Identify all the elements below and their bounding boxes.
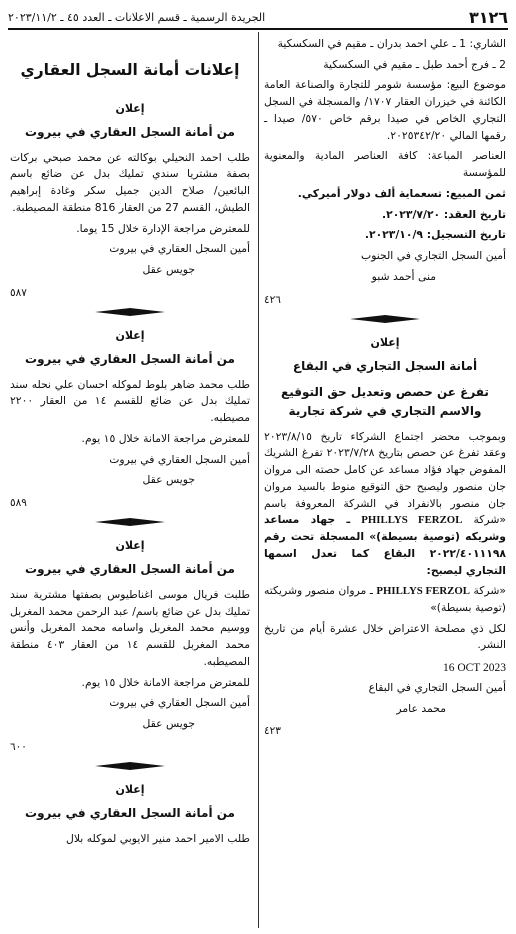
notice-org: أمانة السجل التجاري في البقاع bbox=[292, 358, 478, 373]
section-main-title: إعلانات أمانة السجل العقاري bbox=[20, 61, 240, 79]
notice-body: طلب محمد ضاهر بلوط لموكله احسان علي نحله سند تمليك بدل عن ضائع للقسم ١٤ من العقار ٢٢٠٠ مصيطبه. bbox=[10, 377, 250, 425]
notice-body: طلبت فريال موسى اغناطيوس بصفتها مشترية سند تمليك بدل عن ضائع باسم/ عبد الرحمن محمد المغربل ووسيم محمد المغربل واسامه محمد المغربل وأنس محمد المغربل للقسم ١٤ من العقار ٤٠٣ منطقة المصيطبه. bbox=[10, 588, 250, 668]
company-tail: ـ جهاد مساعد وشريكه (توصية بسيطة)» المسجلة تحت رقم ٢٠٢٢/٤٠١١١٩٨ البقاع كما تعدل اسمها التجاري ليصبح: bbox=[264, 513, 506, 577]
notice-number: ٦٠٠ bbox=[10, 740, 27, 753]
sale-price: ثمن المبيع: تسعماية ألف دولار أميركي. bbox=[297, 186, 506, 200]
signer-title: أمين السجل العقاري في بيروت bbox=[109, 696, 250, 710]
notice-org: من أمانة السجل العقاري في بيروت bbox=[25, 562, 235, 577]
signer-title: أمين السجل العقاري في بيروت bbox=[109, 452, 250, 466]
buyers-line-2: 2 ـ فرج أحمد طبل ـ مقيم في السكسكية bbox=[323, 57, 506, 71]
notice-body-text: وبموجب محضر اجتماع الشركاء تاريخ ٢٠٢٣/٨/١٥ وعقد تفرغ عن حصص بتاريخ ٢٠٢٣/٧/٢٨ تفرغ الشريك المفوض جهاد فؤاد مساعد عن كامل حصته الى مروان جان منصور وليصبح حق التوقيع منوط بالسيد مروان جان منصور بالانفراد في الشركة المعروفة باسم «شركة bbox=[264, 429, 507, 527]
buyers-line-1: الشاري: 1 ـ علي احمد بدران ـ مقيم في السكسكية bbox=[277, 37, 506, 50]
page-number: ٣١٢٦ bbox=[468, 7, 508, 27]
section-divider bbox=[10, 761, 250, 771]
notice-label: إعلان bbox=[370, 335, 400, 349]
new-name-tail: ـ مروان منصور وشريكته (توصية بسيطة)» bbox=[264, 584, 506, 614]
sold-elements: العناصر المباعة: كافة العناصر المادية والمعنوية للمؤسسة bbox=[264, 149, 506, 180]
notice-subject: تفرغ عن حصص وتعديل حق التوقيع والاسم التجاري في شركة تجارية bbox=[281, 385, 489, 419]
left-column bbox=[10, 36, 250, 852]
signer-title: أمين السجل العقاري في بيروت bbox=[109, 242, 250, 256]
signer-name: جويس عقل bbox=[142, 473, 195, 487]
contract-date: تاريخ العقد: ٢٠٢٣/٧/٢٠. bbox=[382, 207, 506, 221]
signer-name: جويس عقل bbox=[142, 717, 195, 731]
new-company-name bbox=[264, 583, 506, 616]
signer-name: جويس عقل bbox=[142, 263, 195, 277]
signer2-name: محمد عامر bbox=[396, 701, 446, 715]
notice-number: ٥٨٩ bbox=[10, 497, 27, 510]
sale-subject: موضوع البيع: مؤسسة شومر للتجارة والصناعة العامة الكائنة في خيزران العقار ١٧٠٧/ والمسجلة في السجل التجاري الخاص في صيدا برقم خاص ٥٧٠/ صيدا ـ رقمها المالي ٢٠٢٥٣٤٢/٢٠. bbox=[264, 78, 506, 142]
objection-text: للمعترض مراجعة الإدارة خلال 15 يوما. bbox=[76, 221, 250, 235]
signer2-title: أمين السجل التجاري في البقاع bbox=[368, 681, 506, 694]
notice-body: طلب احمد النحيلي بوكالته عن محمد صبحي بركات بصفة مشتريا سندي تمليك بدل عن ضائع باسم البائعين/ صلاح الدين جميل سكر وغادة إبراهيم الطيش، القسم 27 من العقار 816 منطقة المصيطبة. bbox=[10, 150, 250, 214]
new-name-latin: PHILLYS FERZOL bbox=[376, 585, 470, 598]
objection-text: للمعترض مراجعة الامانة خلال ١٥ يوم. bbox=[81, 675, 250, 689]
notice-body: طلب الامير احمد منير الايوبي لموكله بلال bbox=[65, 831, 250, 845]
notice-number: ٥٨٧ bbox=[10, 286, 27, 299]
objection-text: لكل ذي مصلحة الاعتراض خلال عشرة أيام من تاريخ النشر. bbox=[264, 621, 506, 652]
notice-org: من أمانة السجل العقاري في بيروت bbox=[25, 125, 235, 140]
section-divider bbox=[10, 307, 250, 317]
new-name-prefix: «شركة bbox=[473, 584, 506, 598]
notice-number-2: ٤٢٣ bbox=[264, 725, 281, 738]
column-divider bbox=[258, 32, 259, 928]
section-divider bbox=[10, 517, 250, 527]
right-column bbox=[264, 36, 506, 742]
notice-org: من أمانة السجل العقاري في بيروت bbox=[25, 352, 235, 367]
registration-date: تاريخ التسجيل: ٢٠٢٣/١٠/٩. bbox=[364, 228, 506, 242]
notice-label: إعلان bbox=[115, 783, 145, 797]
notice-label: إعلان bbox=[115, 539, 145, 553]
gazette-title: الجريدة الرسمية ـ قسم الاعلانات ـ العدد ٤٥ ـ ٢٠٢٣/١١/٢ bbox=[8, 10, 266, 24]
objection-text: للمعترض مراجعة الامانة خلال ١٥ يوم. bbox=[81, 431, 250, 445]
page-header bbox=[8, 6, 508, 30]
notice-body bbox=[264, 429, 506, 580]
signer-name: منى أحمد شبو bbox=[371, 269, 436, 283]
signer-title: أمين السجل التجاري في الجنوب bbox=[361, 249, 506, 263]
company-latin-name: PHILLYS FERZOL bbox=[361, 514, 463, 527]
section-divider bbox=[264, 314, 506, 324]
notice-label: إعلان bbox=[115, 329, 145, 343]
stamp-date: 16 OCT 2023 bbox=[442, 662, 506, 675]
notice-number: ٤٢٦ bbox=[264, 293, 281, 306]
notice-org: من أمانة السجل العقاري في بيروت bbox=[25, 806, 235, 821]
notice-label: إعلان bbox=[115, 102, 145, 116]
